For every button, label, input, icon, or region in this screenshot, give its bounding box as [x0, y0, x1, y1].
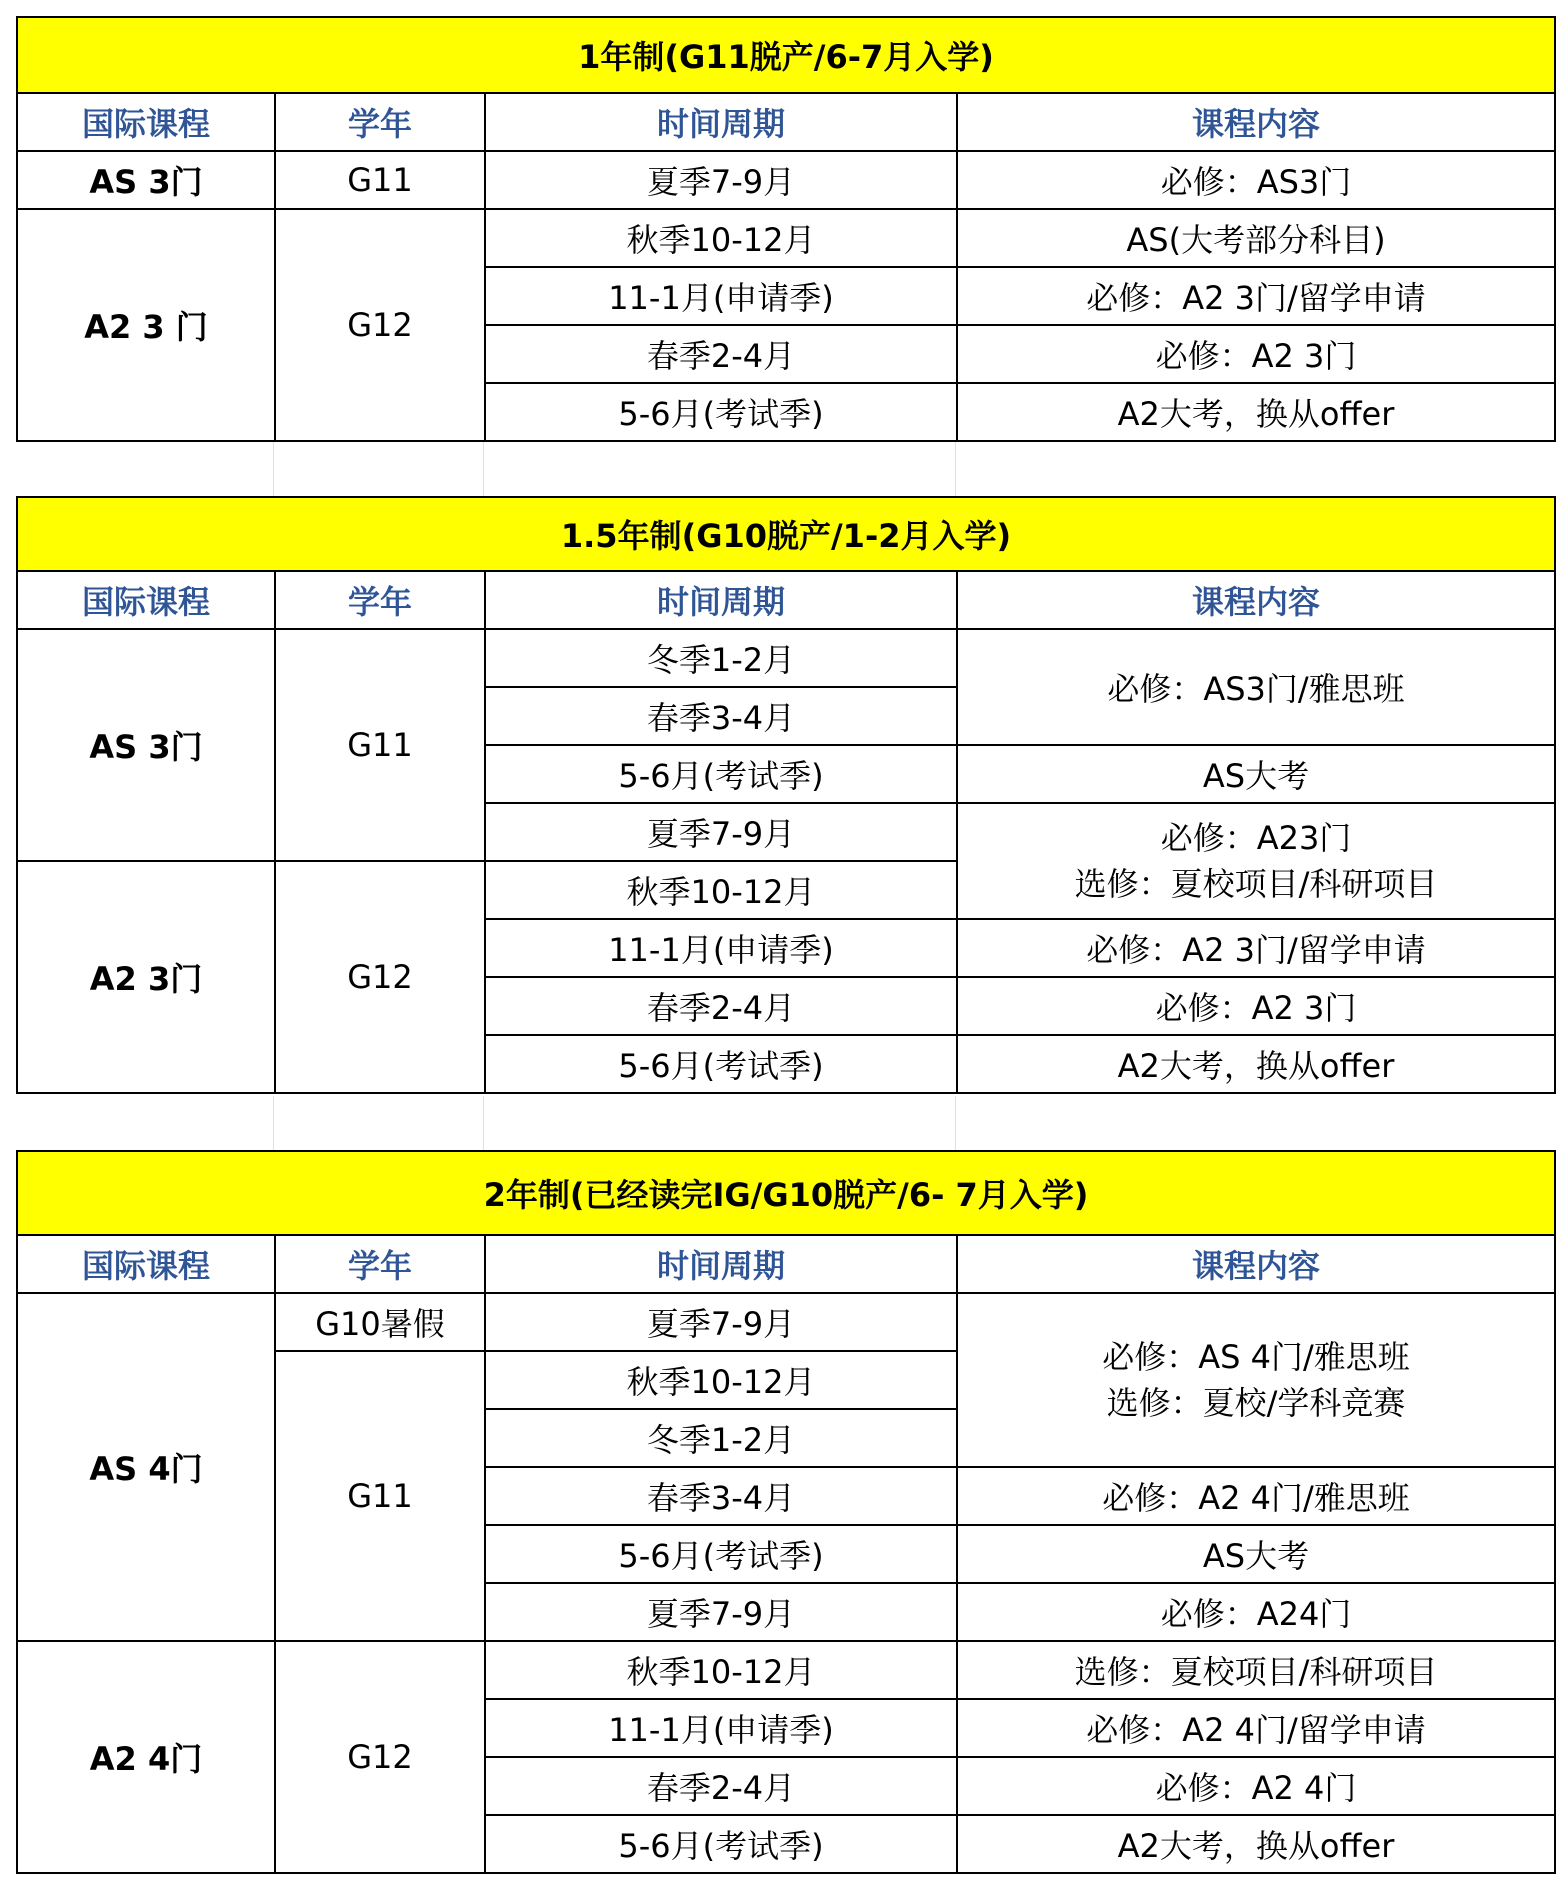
course-cell: A2 4门 — [17, 1641, 275, 1873]
period-cell: 5-6月(考试季) — [485, 745, 957, 803]
course-cell: AS 4门 — [17, 1293, 275, 1641]
content-cell: 必修：AS3门/雅思班 — [957, 629, 1555, 745]
period-cell: 冬季1-2月 — [485, 629, 957, 687]
year-cell: G11 — [275, 629, 485, 861]
period-cell: 夏季7-9月 — [485, 803, 957, 861]
column-header-period: 时间周期 — [485, 93, 957, 151]
year-cell: G12 — [275, 209, 485, 441]
year-cell: G11 — [275, 1351, 485, 1641]
content-cell: 必修：A2 3门/留学申请 — [957, 919, 1555, 977]
content-cell: AS大考 — [957, 1525, 1555, 1583]
section-title: 2年制(已经读完IG/G10脱产/6- 7月入学) — [17, 1151, 1555, 1235]
empty-row-gap — [16, 1096, 1554, 1152]
period-cell: 春季3-4月 — [485, 687, 957, 745]
content-line: 必修：A23门 — [1160, 819, 1352, 857]
period-cell: 秋季10-12月 — [485, 1641, 957, 1699]
column-header-period: 时间周期 — [485, 1235, 957, 1293]
content-cell: 必修：A2 3门 — [957, 325, 1555, 383]
year-cell: G11 — [275, 151, 485, 209]
period-cell: 秋季10-12月 — [485, 861, 957, 919]
content-cell: 必修：A2 3门/留学申请 — [957, 267, 1555, 325]
content-cell: A2大考，换从offer — [957, 1815, 1555, 1873]
period-cell: 11-1月(申请季) — [485, 267, 957, 325]
period-cell: 秋季10-12月 — [485, 209, 957, 267]
content-cell: 必修：A24门 — [957, 1583, 1555, 1641]
period-cell: 夏季7-9月 — [485, 151, 957, 209]
column-header-course: 国际课程 — [17, 93, 275, 151]
content-cell: 必修：A2 4门/雅思班 — [957, 1467, 1555, 1525]
column-header-year: 学年 — [275, 1235, 485, 1293]
content-cell: AS大考 — [957, 745, 1555, 803]
period-cell: 春季3-4月 — [485, 1467, 957, 1525]
period-cell: 5-6月(考试季) — [485, 383, 957, 441]
section-title: 1.5年制(G10脱产/1-2月入学) — [17, 497, 1555, 571]
table-row — [17, 151, 1555, 209]
content-line: 选修：夏校/学科竞赛 — [1106, 1384, 1406, 1422]
column-header-year: 学年 — [275, 93, 485, 151]
period-cell: 春季2-4月 — [485, 325, 957, 383]
column-header-year: 学年 — [275, 571, 485, 629]
content-line: 选修：夏校项目/科研项目 — [1074, 865, 1438, 903]
content-cell: 必修：A2 3门 — [957, 977, 1555, 1035]
content-cell: A2大考，换从offer — [957, 1035, 1555, 1093]
table-one-half-year — [16, 496, 1556, 1094]
empty-row-gap — [16, 442, 1554, 498]
content-cell: 必修：A2 4门/留学申请 — [957, 1699, 1555, 1757]
column-header-course: 国际课程 — [17, 1235, 275, 1293]
course-cell: AS 3门 — [17, 151, 275, 209]
content-line: 必修：AS 4门/雅思班 — [1102, 1338, 1410, 1376]
table-one-year — [16, 16, 1556, 442]
period-cell: 春季2-4月 — [485, 1757, 957, 1815]
table-row — [17, 1293, 1555, 1351]
column-header-course: 国际课程 — [17, 571, 275, 629]
column-header-period: 时间周期 — [485, 571, 957, 629]
table-row — [17, 1641, 1555, 1699]
course-cell: A2 3门 — [17, 861, 275, 1093]
year-cell: G12 — [275, 1641, 485, 1873]
course-cell: A2 3 门 — [17, 209, 275, 441]
content-cell: A2大考，换从offer — [957, 383, 1555, 441]
period-cell: 夏季7-9月 — [485, 1583, 957, 1641]
course-cell: AS 3门 — [17, 629, 275, 861]
period-cell: 11-1月(申请季) — [485, 1699, 957, 1757]
period-cell: 5-6月(考试季) — [485, 1525, 957, 1583]
section-title: 1年制(G11脱产/6-7月入学) — [17, 17, 1555, 93]
content-cell: 选修：夏校项目/科研项目 — [957, 1641, 1555, 1699]
year-cell: G10暑假 — [275, 1293, 485, 1351]
table-row — [17, 629, 1555, 687]
content-cell: 必修：AS3门 — [957, 151, 1555, 209]
period-cell: 冬季1-2月 — [485, 1409, 957, 1467]
content-cell — [957, 1293, 1555, 1467]
period-cell: 春季2-4月 — [485, 977, 957, 1035]
table-row — [17, 209, 1555, 267]
period-cell: 11-1月(申请季) — [485, 919, 957, 977]
content-cell: AS(大考部分科目) — [957, 209, 1555, 267]
column-header-content: 课程内容 — [957, 571, 1555, 629]
period-cell: 5-6月(考试季) — [485, 1035, 957, 1093]
column-header-content: 课程内容 — [957, 93, 1555, 151]
year-cell: G12 — [275, 861, 485, 1093]
period-cell: 5-6月(考试季) — [485, 1815, 957, 1873]
period-cell: 秋季10-12月 — [485, 1351, 957, 1409]
period-cell: 夏季7-9月 — [485, 1293, 957, 1351]
content-cell — [957, 803, 1555, 919]
content-cell: 必修：A2 4门 — [957, 1757, 1555, 1815]
column-header-content: 课程内容 — [957, 1235, 1555, 1293]
table-two-year — [16, 1150, 1556, 1874]
